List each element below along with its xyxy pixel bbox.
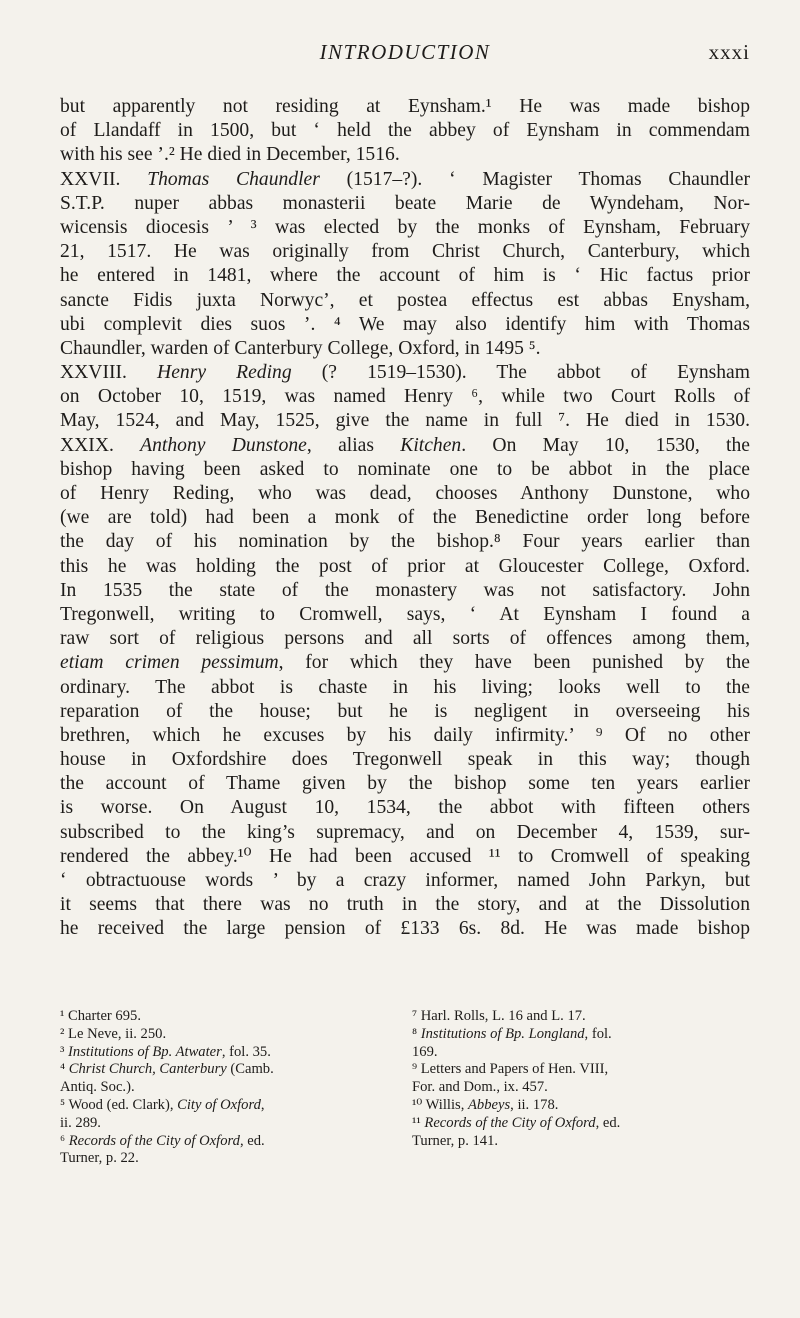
footnote: ⁸ Institutions of Bp. Longland, fol. [412,1025,612,1042]
text-line: brethren, which he excuses by his daily infirmity.’ ⁹ Of no other [60,724,750,746]
footnote: ⁹ Letters and Papers of Hen. VIII, [412,1061,609,1078]
footnote: ³ Institutions of Bp. Atwater, fol. 35. [60,1043,271,1060]
text-line: reparation of the house; but he is negligent in overseeing his [60,700,750,722]
text-line: this he was holding the post of prior at Gloucester College, Oxford. [60,555,750,577]
text-line: ‘ obtractuouse words ’ by a crazy informer, named John Parkyn, but [60,870,750,891]
footnote-continuation: Turner, p. 22. [60,1150,139,1167]
footnote-continuation: ii. 289. [60,1114,101,1131]
footnote: ⁶ Records of the City of Oxford, ed. [60,1132,265,1149]
text-line: wicensis diocesis ’ ³ was elected by the monks of Eynsham, February [60,216,750,238]
text-line: the day of his nomination by the bishop.⁸ Four years earlier than [60,531,750,553]
text-line: with his see ’.² He died in December, 1516. [60,144,400,166]
footnote-continuation: Turner, p. 141. [412,1132,499,1149]
footnotes [60,1008,750,1278]
text-line: S.T.P. nuper abbas monasterii beate Marie de Wyndeham, Nor- [60,192,750,214]
text-line: Tregonwell, writing to Cromwell, says, ‘ At Eynsham I found a [60,603,750,625]
running-head-title: INTRODUCTION [319,40,491,64]
footnote-continuation: Antiq. Soc.). [60,1079,135,1096]
text-line: it seems that there was no truth in the story, and at the Dissolution [60,894,750,916]
page-number: xxxi [708,40,750,64]
footnote: ¹⁰ Willis, Abbeys, ii. 178. [412,1096,559,1113]
text-line: but apparently not residing at Eynsham.¹ He was made bishop [60,96,750,117]
text-line: is worse. On August 10, 1534, the abbot with fifteen others [60,797,750,819]
footnote: ¹¹ Records of the City of Oxford, ed. [412,1114,621,1131]
body-text [60,95,750,942]
footnote: ² Le Neve, ii. 250. [60,1025,167,1042]
text-line: May, 1524, and May, 1525, give the name in full ⁷. He died in 1530. [60,410,750,432]
text-line: XXVIII. Henry Reding (? 1519–1530). The abbot of Eynsham [60,362,750,384]
text-line: In 1535 the state of the monastery was not satisfactory. John [60,579,750,601]
text-line: he received the large pension of £133 6s. 8d. He was made bishop [60,918,750,940]
text-line: on October 10, 1519, was named Henry ⁶, while two Court Rolls of [60,386,750,408]
footnote: ⁵ Wood (ed. Clark), City of Oxford, [60,1096,265,1113]
footnote: ⁴ Christ Church, Canterbury (Camb. [60,1061,274,1078]
text-line: rendered the abbey.¹⁰ He had been accused ¹¹ to Cromwell of speaking [60,845,750,867]
text-line: house in Oxfordshire does Tregonwell speak in this way; though [60,749,750,771]
text-line: XXIX. Anthony Dunstone, alias Kitchen. On May 10, 1530, the [60,434,750,456]
text-line: bishop having been asked to nominate one to be abbot in the place [60,458,750,480]
text-line: he entered in 1481, where the account of him is ‘ Hic factus prior [60,265,750,287]
running-head [60,40,750,70]
text-line: 21, 1517. He was originally from Christ Church, Canterbury, which [60,241,750,263]
footnotes-left-column [60,1008,392,1168]
text-line: of Henry Reding, who was dead, chooses Anthony Dunstone, who [60,483,750,504]
text-line: raw sort of religious persons and all sorts of offences among them, [60,628,750,650]
text-line: XXVII. Thomas Chaundler (1517–?). ‘ Magister Thomas Chaundler [60,168,750,190]
text-line: ubi complevit dies suos ’. ⁴ We may also identify him with Thomas [60,313,750,335]
footnote: ⁷ Harl. Rolls, L. 16 and L. 17. [412,1008,586,1024]
footnote: ¹ Charter 695. [60,1008,141,1024]
text-line: sancte Fidis juxta Norwyc’, et postea effectus est abbas Enysham, [60,289,750,311]
text-line: ordinary. The abbot is chaste in his living; looks well to the [60,676,750,698]
text-line: Chaundler, warden of Canterbury College, Oxford, in 1495 ⁵. [60,337,541,359]
footnote-continuation: For. and Dom., ix. 457. [412,1079,548,1096]
text-line: of Llandaff in 1500, but ‘ held the abbey of Eynsham in commendam [60,120,750,142]
footnote-continuation: 169. [412,1043,438,1060]
text-line: etiam crimen pessimum, for which they have been punished by the [60,652,750,674]
footnotes-right-column [412,1008,750,1150]
text-line: (we are told) had been a monk of the Benedictine order long before [60,507,750,529]
text-line: the account of Thame given by the bishop some ten years earlier [60,773,750,795]
text-line: subscribed to the king’s supremacy, and on December 4, 1539, sur- [60,821,750,843]
